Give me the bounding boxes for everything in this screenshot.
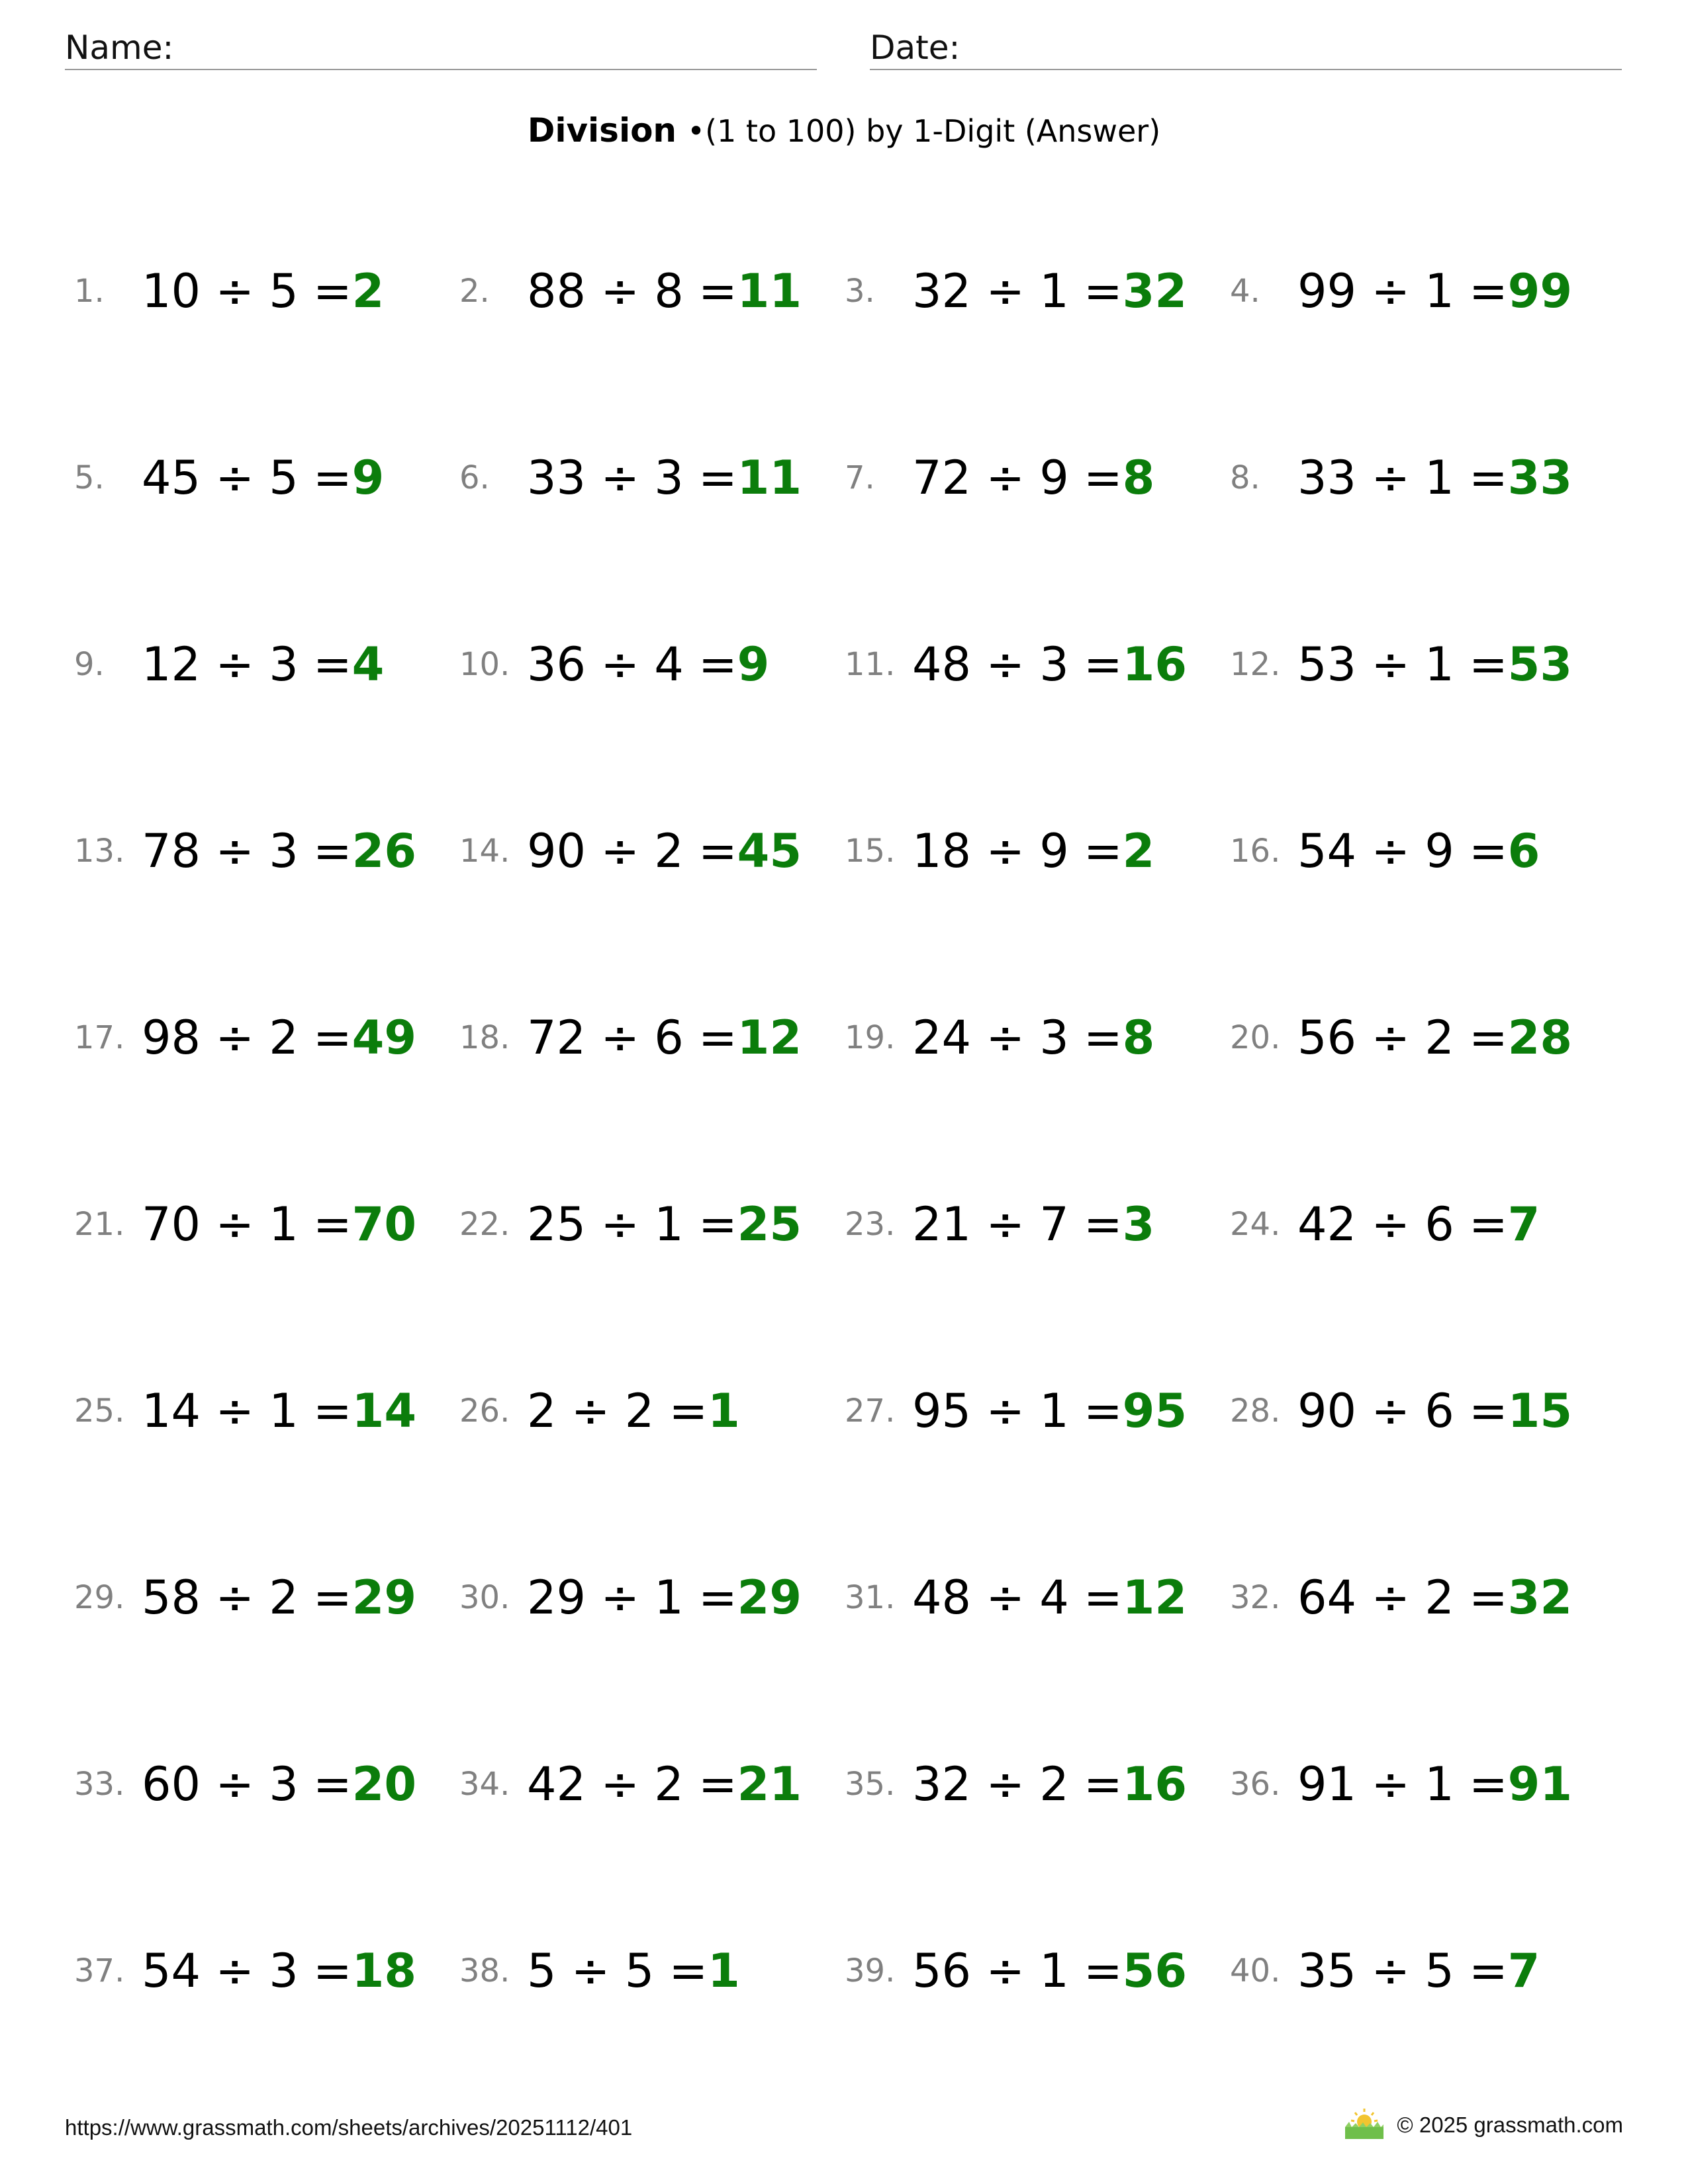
problem-number: 19.: [845, 1019, 896, 1056]
problem-question: 72 ÷ 9 =: [912, 451, 1123, 505]
problem-item: [1230, 1938, 1601, 2004]
problem-equation: [912, 445, 1154, 511]
problem-answer: 33: [1507, 451, 1573, 505]
problem-equation: [142, 1565, 416, 1631]
problem-equation: [912, 1005, 1154, 1071]
problem-question: 54 ÷ 3 =: [142, 1944, 352, 1998]
problem-question: 58 ÷ 2 =: [142, 1570, 352, 1625]
problem-item: [845, 1378, 1215, 1444]
problem-item: [845, 1751, 1215, 1817]
problem-answer: 11: [737, 264, 802, 318]
problem-equation: [1297, 631, 1572, 698]
problem-question: 48 ÷ 3 =: [912, 637, 1123, 692]
problem-item: [459, 1938, 830, 2004]
problem-question: 42 ÷ 6 =: [1297, 1197, 1508, 1251]
problem-item: [845, 1191, 1215, 1257]
problem-equation: [142, 1191, 416, 1257]
problem-number: 10.: [459, 646, 510, 683]
problem-number: 11.: [845, 646, 896, 683]
problem-answer: 2: [352, 264, 385, 318]
problem-question: 21 ÷ 7 =: [912, 1197, 1123, 1251]
problem-equation: [912, 1191, 1154, 1257]
problem-answer: 9: [737, 637, 770, 692]
problem-question: 33 ÷ 3 =: [527, 451, 737, 505]
problem-question: 90 ÷ 2 =: [527, 824, 737, 878]
problem-equation: [1297, 1751, 1572, 1817]
name-label: Name:: [65, 28, 174, 67]
problem-answer: 2: [1122, 824, 1155, 878]
problem-item: [74, 1378, 445, 1444]
problem-equation: [527, 1938, 740, 2004]
problem-number: 12.: [1230, 646, 1281, 683]
problem-equation: [142, 631, 384, 698]
problem-equation: [1297, 1005, 1572, 1071]
problem-equation: [912, 1938, 1187, 2004]
problem-answer: 8: [1122, 451, 1155, 505]
problem-item: [74, 1005, 445, 1071]
problem-answer: 95: [1122, 1384, 1188, 1438]
problem-item: [1230, 1191, 1601, 1257]
problem-answer: 20: [352, 1757, 417, 1811]
problem-number: 6.: [459, 459, 490, 496]
problem-equation: [527, 258, 802, 324]
problem-equation: [1297, 1565, 1572, 1631]
problem-number: 35.: [845, 1766, 896, 1803]
problem-item: [74, 631, 445, 698]
problem-item: [845, 1565, 1215, 1631]
problem-answer: 6: [1507, 824, 1540, 878]
problem-number: 17.: [74, 1019, 125, 1056]
problem-answer: 99: [1507, 264, 1573, 318]
problem-number: 33.: [74, 1766, 125, 1803]
problem-equation: [142, 1005, 416, 1071]
problem-number: 27.: [845, 1392, 896, 1430]
problem-question: 24 ÷ 3 =: [912, 1011, 1123, 1065]
problem-item: [459, 445, 830, 511]
problem-question: 60 ÷ 3 =: [142, 1757, 352, 1811]
problem-item: [1230, 445, 1601, 511]
problem-equation: [1297, 1938, 1540, 2004]
problem-equation: [527, 631, 769, 698]
problem-answer: 21: [737, 1757, 802, 1811]
problem-item: [845, 445, 1215, 511]
problem-question: 98 ÷ 2 =: [142, 1011, 352, 1065]
problem-item: [74, 1565, 445, 1631]
problem-answer: 16: [1122, 637, 1188, 692]
problem-equation: [912, 631, 1187, 698]
problem-equation: [1297, 258, 1572, 324]
problem-question: 54 ÷ 9 =: [1297, 824, 1508, 878]
problem-question: 48 ÷ 4 =: [912, 1570, 1123, 1625]
problem-answer: 1: [708, 1384, 740, 1438]
problem-equation: [912, 1751, 1187, 1817]
problem-equation: [142, 818, 416, 884]
footer-copyright: © 2025 grassmath.com: [1397, 2113, 1623, 2137]
problem-number: 38.: [459, 1952, 510, 1989]
problem-answer: 14: [352, 1384, 417, 1438]
problem-item: [74, 258, 445, 324]
problem-answer: 11: [737, 451, 802, 505]
problem-item: [459, 258, 830, 324]
problem-number: 32.: [1230, 1579, 1281, 1616]
problem-number: 5.: [74, 459, 105, 496]
problem-question: 29 ÷ 1 =: [527, 1570, 737, 1625]
problem-question: 25 ÷ 1 =: [527, 1197, 737, 1251]
problem-answer: 26: [352, 824, 417, 878]
problem-question: 64 ÷ 2 =: [1297, 1570, 1508, 1625]
problem-question: 36 ÷ 4 =: [527, 637, 737, 692]
problem-answer: 29: [352, 1570, 417, 1625]
problem-question: 78 ÷ 3 =: [142, 824, 352, 878]
problem-equation: [527, 1565, 802, 1631]
problem-question: 45 ÷ 5 =: [142, 451, 352, 505]
footer-url: https://www.grassmath.com/sheets/archives/20251112/401: [65, 2115, 633, 2140]
problem-number: 4.: [1230, 273, 1260, 310]
problem-item: [1230, 1378, 1601, 1444]
problem-number: 15.: [845, 833, 896, 870]
problem-answer: 32: [1507, 1570, 1573, 1625]
problem-item: [459, 1751, 830, 1817]
problem-equation: [1297, 1191, 1540, 1257]
problem-number: 29.: [74, 1579, 125, 1616]
problem-answer: 29: [737, 1570, 802, 1625]
problem-number: 16.: [1230, 833, 1281, 870]
problem-question: 5 ÷ 5 =: [527, 1944, 708, 1998]
problem-number: 36.: [1230, 1766, 1281, 1803]
problem-number: 22.: [459, 1206, 510, 1243]
problem-question: 42 ÷ 2 =: [527, 1757, 737, 1811]
footer-branding: [1341, 2109, 1623, 2142]
problem-number: 14.: [459, 833, 510, 870]
problem-item: [74, 445, 445, 511]
problem-equation: [142, 258, 384, 324]
problem-item: [459, 1565, 830, 1631]
problem-answer: 32: [1122, 264, 1188, 318]
problem-equation: [527, 1005, 802, 1071]
problem-number: 1.: [74, 273, 105, 310]
problem-answer: 91: [1507, 1757, 1573, 1811]
problem-equation: [142, 1378, 416, 1444]
problem-answer: 56: [1122, 1944, 1188, 1998]
problem-item: [459, 1005, 830, 1071]
problem-equation: [1297, 445, 1572, 511]
problem-item: [845, 1938, 1215, 2004]
problem-equation: [912, 818, 1154, 884]
problem-item: [74, 1191, 445, 1257]
problem-number: 2.: [459, 273, 490, 310]
problem-number: 13.: [74, 833, 125, 870]
problem-number: 39.: [845, 1952, 896, 1989]
problem-equation: [142, 1751, 416, 1817]
problem-number: 23.: [845, 1206, 896, 1243]
problem-answer: 7: [1507, 1944, 1540, 1998]
problem-equation: [912, 258, 1187, 324]
problem-answer: 7: [1507, 1197, 1540, 1251]
problem-answer: 49: [352, 1011, 417, 1065]
problem-item: [459, 1378, 830, 1444]
problem-question: 53 ÷ 1 =: [1297, 637, 1508, 692]
problem-question: 90 ÷ 6 =: [1297, 1384, 1508, 1438]
problem-answer: 4: [352, 637, 385, 692]
problem-question: 95 ÷ 1 =: [912, 1384, 1123, 1438]
problem-number: 20.: [1230, 1019, 1281, 1056]
problem-question: 88 ÷ 8 =: [527, 264, 737, 318]
problem-question: 35 ÷ 5 =: [1297, 1944, 1508, 1998]
problem-item: [845, 1005, 1215, 1071]
problem-number: 34.: [459, 1766, 510, 1803]
problem-answer: 18: [352, 1944, 417, 1998]
problem-question: 10 ÷ 5 =: [142, 264, 352, 318]
date-label: Date:: [870, 28, 961, 67]
problem-question: 91 ÷ 1 =: [1297, 1757, 1508, 1811]
problem-question: 72 ÷ 6 =: [527, 1011, 737, 1065]
problem-equation: [912, 1378, 1187, 1444]
problem-number: 24.: [1230, 1206, 1281, 1243]
problem-item: [1230, 818, 1601, 884]
problem-number: 9.: [74, 646, 105, 683]
problem-equation: [142, 445, 384, 511]
problem-equation: [912, 1565, 1187, 1631]
problem-question: 56 ÷ 2 =: [1297, 1011, 1508, 1065]
problem-number: 21.: [74, 1206, 125, 1243]
problem-question: 70 ÷ 1 =: [142, 1197, 352, 1251]
problem-item: [845, 258, 1215, 324]
problem-answer: 1: [708, 1944, 740, 1998]
problem-answer: 9: [352, 451, 385, 505]
problem-question: 14 ÷ 1 =: [142, 1384, 352, 1438]
problem-equation: [527, 1191, 802, 1257]
problem-answer: 25: [737, 1197, 802, 1251]
problem-item: [74, 1751, 445, 1817]
problem-item: [845, 631, 1215, 698]
problem-item: [459, 1191, 830, 1257]
problem-number: 8.: [1230, 459, 1260, 496]
problem-number: 26.: [459, 1392, 510, 1430]
problem-number: 3.: [845, 273, 875, 310]
problem-question: 33 ÷ 1 =: [1297, 451, 1508, 505]
problem-number: 31.: [845, 1579, 896, 1616]
problem-question: 18 ÷ 9 =: [912, 824, 1123, 878]
problem-number: 37.: [74, 1952, 125, 1989]
problem-item: [74, 1938, 445, 2004]
problem-equation: [527, 1378, 740, 1444]
problem-answer: 45: [737, 824, 802, 878]
problem-item: [74, 818, 445, 884]
problem-answer: 28: [1507, 1011, 1573, 1065]
title-subtitle: (1 to 100) by 1-Digit (Answer): [705, 113, 1161, 149]
problem-answer: 12: [1122, 1570, 1188, 1625]
problem-question: 56 ÷ 1 =: [912, 1944, 1123, 1998]
problem-question: 32 ÷ 1 =: [912, 264, 1123, 318]
problem-item: [1230, 631, 1601, 698]
problem-answer: 15: [1507, 1384, 1573, 1438]
problem-question: 12 ÷ 3 =: [142, 637, 352, 692]
problem-item: [1230, 1565, 1601, 1631]
title-main: Division: [527, 111, 677, 150]
problem-equation: [142, 1938, 416, 2004]
problem-answer: 8: [1122, 1011, 1155, 1065]
problem-answer: 70: [352, 1197, 417, 1251]
problem-number: 30.: [459, 1579, 510, 1616]
problem-number: 25.: [74, 1392, 125, 1430]
problem-question: 99 ÷ 1 =: [1297, 264, 1508, 318]
problem-item: [1230, 1005, 1601, 1071]
problem-item: [1230, 1751, 1601, 1817]
grass-sun-logo-icon: [1341, 2107, 1387, 2143]
problem-item: [459, 818, 830, 884]
problem-item: [459, 631, 830, 698]
problem-number: 7.: [845, 459, 875, 496]
title-separator: •: [686, 113, 706, 149]
problem-answer: 16: [1122, 1757, 1188, 1811]
problem-number: 40.: [1230, 1952, 1281, 1989]
problem-number: 28.: [1230, 1392, 1281, 1430]
problem-equation: [527, 445, 802, 511]
problem-item: [1230, 258, 1601, 324]
problem-question: 2 ÷ 2 =: [527, 1384, 708, 1438]
problem-number: 18.: [459, 1019, 510, 1056]
problem-equation: [527, 1751, 802, 1817]
problem-answer: 53: [1507, 637, 1573, 692]
problem-equation: [1297, 1378, 1572, 1444]
problem-equation: [527, 818, 802, 884]
problem-item: [845, 818, 1215, 884]
problem-answer: 3: [1122, 1197, 1155, 1251]
problem-equation: [1297, 818, 1540, 884]
problem-answer: 12: [737, 1011, 802, 1065]
problem-question: 32 ÷ 2 =: [912, 1757, 1123, 1811]
